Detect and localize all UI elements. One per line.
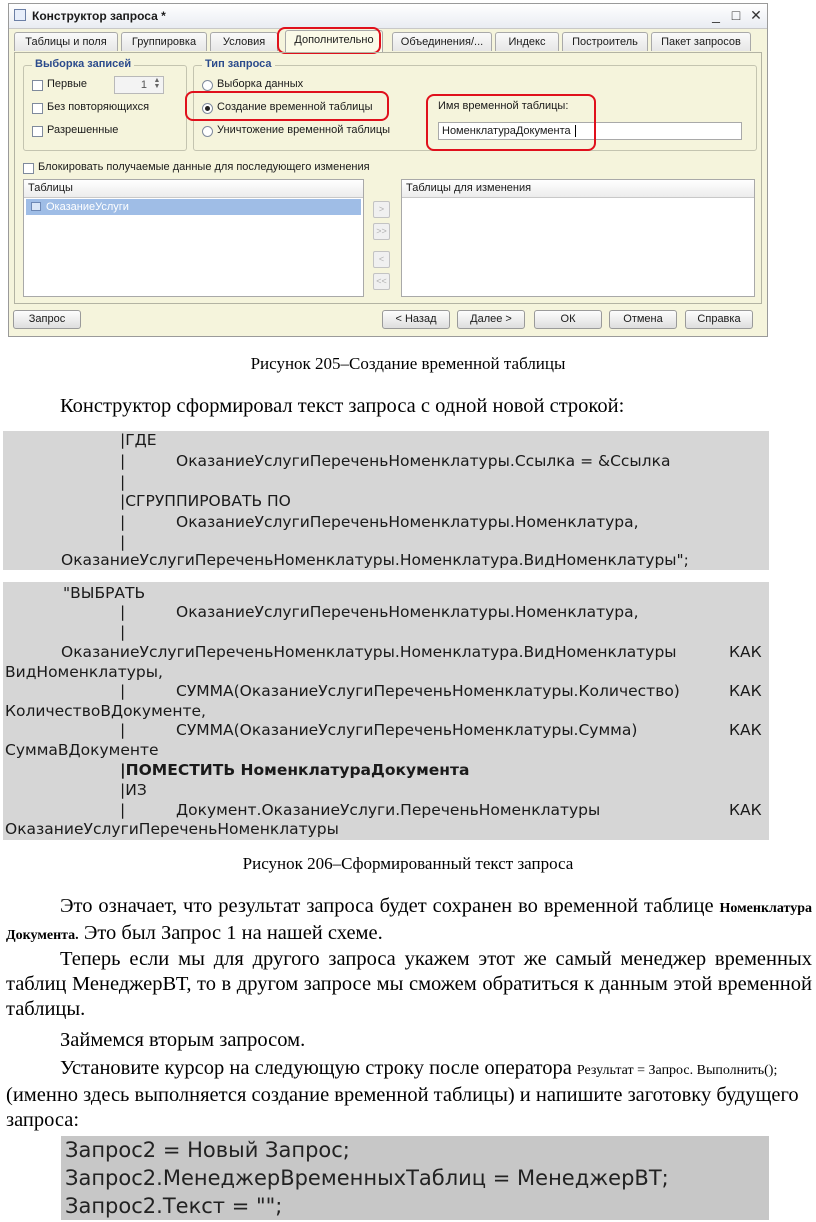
code-line: СУММА(ОказаниеУслугиПереченьНоменклатуры.Количество) (176, 682, 680, 700)
advanced-panel (14, 52, 762, 304)
temp-table-name-label: Имя временной таблицы: (438, 100, 569, 112)
query-button[interactable]: Запрос (13, 310, 81, 329)
tab-advanced[interactable]: Дополнительно (285, 30, 383, 52)
table-icon (31, 202, 41, 211)
code-line: Запрос2.Текст = ""; (65, 1194, 283, 1218)
title-bar (9, 4, 767, 29)
minimize-button[interactable]: _ (712, 7, 720, 23)
distinct-checkbox[interactable] (32, 103, 43, 114)
select-data-radio[interactable] (202, 80, 213, 91)
records-group (23, 58, 187, 151)
cancel-button[interactable]: Отмена (609, 310, 677, 329)
paragraph-3 (6, 1028, 812, 1053)
paragraph-4 (6, 1056, 812, 1133)
lock-data-label: Блокировать получаемые данные для последующего изменения (38, 161, 370, 173)
code-line: | (120, 473, 126, 491)
move-all-right-button[interactable]: >> (373, 223, 390, 240)
code-line: ОказаниеУслугиПереченьНоменклатуры.Номенклатура, (176, 603, 639, 621)
tables-list[interactable] (23, 179, 364, 297)
p4-text: Установите курсор на следующую строку после оператора (60, 1057, 577, 1079)
code-keyword: КАК (729, 643, 762, 661)
query-builder-window (8, 3, 768, 337)
code-line: | (120, 513, 126, 531)
paragraph-2 (6, 947, 812, 1022)
temp-table-name-value: НоменклатураДокумента (442, 125, 571, 137)
select-data-label: Выборка данных (217, 78, 304, 90)
code-line: ОказаниеУслугиПереченьНоменклатуры.Номенклатура, (176, 513, 639, 531)
tables-list-header: Таблицы (24, 180, 363, 198)
tab-bar (14, 32, 762, 52)
figure-205-caption: Рисунок 205–Создание временной таблицы (250, 354, 566, 373)
code-line: | (120, 452, 126, 470)
code-keyword: КАК (729, 682, 762, 700)
code-line: | (120, 721, 126, 739)
move-left-button[interactable]: < (373, 251, 390, 268)
code-line: ОказаниеУслугиПереченьНоменклатуры.Ссылка = &Ссылка (176, 452, 671, 470)
intro-paragraph (6, 394, 812, 419)
highlight-temp-name (426, 94, 596, 151)
first-label: Первые (47, 78, 88, 90)
code-line: |ГДЕ (120, 431, 157, 449)
distinct-label: Без повторяющихся (47, 101, 150, 113)
tab-grouping[interactable]: Группировка (121, 32, 207, 51)
code-line: ВидНоменклатуры, (5, 663, 163, 681)
maximize-button[interactable]: □ (731, 7, 741, 23)
move-right-button[interactable]: > (373, 201, 390, 218)
paragraph-1 (6, 894, 812, 948)
code-line: Запрос2 = Новый Запрос; (65, 1138, 350, 1162)
first-checkbox[interactable] (32, 80, 43, 91)
p3-text: Займемся вторым запросом. (60, 1029, 306, 1051)
code-keyword: КАК (729, 801, 762, 819)
p1-tail: Это был Запрос 1 на нашей схеме. (78, 922, 383, 944)
code-line: | (120, 623, 126, 641)
p4-tail: (именно здесь выполняется создание временной таблицы) и напишите заготовку будущего запроса: (6, 1084, 799, 1131)
figure-206-caption: Рисунок 206–Сформированный текст запроса (242, 854, 574, 873)
code-line: Запрос2.МенеджерВременныхТаблиц = МенеджерВТ; (65, 1166, 669, 1190)
tab-unions[interactable]: Объединения/... (392, 32, 492, 51)
spin-icon[interactable]: ▲ ▼ (153, 77, 161, 90)
allowed-checkbox[interactable] (32, 126, 43, 137)
tab-builder[interactable]: Построитель (562, 32, 648, 51)
app-icon (14, 9, 26, 21)
intro-text: Конструктор сформировал текст запроса с одной новой строкой: (60, 395, 625, 417)
code-line: СуммаВДокументе (5, 741, 159, 759)
query-type-title: Тип запроса (202, 58, 275, 70)
tab-query-batch[interactable]: Пакет запросов (651, 32, 751, 51)
code-line: КоличествоВДокументе, (5, 702, 206, 720)
tab-conditions[interactable]: Условия (210, 32, 278, 51)
p1-text: Это означает, что результат запроса будет сохранен во временной таблице (60, 895, 714, 917)
code-line: |ИЗ (120, 781, 147, 799)
lock-data-checkbox[interactable] (23, 163, 34, 174)
table-row-label: ОказаниеУслуги (46, 201, 129, 213)
tab-tables-fields[interactable]: Таблицы и поля (14, 32, 118, 51)
code-line: Документ.ОказаниеУслуги.ПереченьНоменклатуры (176, 801, 601, 819)
change-tables-list[interactable] (401, 179, 755, 297)
first-count-field[interactable] (114, 76, 164, 94)
create-temp-table-label: Создание временной таблицы (217, 101, 373, 113)
code-line: ОказаниеУслугиПереченьНоменклатуры (5, 820, 339, 838)
code-line: ОказаниеУслугиПереченьНоменклатуры.Номенклатура.ВидНоменклатуры"; (61, 551, 689, 569)
ok-button[interactable]: ОК (534, 310, 602, 329)
code-line: | (120, 533, 126, 551)
back-button[interactable]: < Назад (382, 310, 450, 329)
p1-table-name: Номенклатура Документа. (6, 901, 812, 943)
code-line: | (120, 801, 126, 819)
code-block-1 (3, 431, 769, 570)
records-group-title: Выборка записей (32, 58, 134, 70)
help-button[interactable]: Справка (685, 310, 753, 329)
code-line: "ВЫБРАТЬ (63, 584, 146, 602)
code-line: | (120, 682, 126, 700)
p2-text: Теперь если мы для другого запроса укажем этот же самый менеджер временных таблиц МенеджерВТ, то в другом запросе мы сможем обратиться к данным этой временной таблицы. (6, 948, 812, 1020)
drop-temp-table-label: Уничтожение временной таблицы (217, 124, 391, 136)
code-line: ОказаниеУслугиПереченьНоменклатуры.Номенклатура.ВидНоменклатуры (61, 643, 677, 661)
highlight-tab (277, 27, 381, 54)
next-button[interactable]: Далее > (457, 310, 525, 329)
code-keyword: КАК (729, 721, 762, 739)
first-count-value: 1 (140, 79, 147, 91)
tab-index[interactable]: Индекс (495, 32, 559, 51)
allowed-label: Разрешенные (47, 124, 119, 136)
move-all-left-button[interactable]: << (373, 273, 390, 290)
window-title: Конструктор запроса * (32, 9, 166, 23)
code-block-3 (61, 1136, 769, 1220)
p4-inline-code: Результат = Запрос. Выполнить(); (576, 1063, 778, 1078)
code-line: |СГРУППИРОВАТЬ ПО (120, 492, 291, 510)
change-tables-header: Таблицы для изменения (402, 180, 754, 198)
close-button[interactable]: ✕ (750, 7, 762, 23)
code-line-bold: |ПОМЕСТИТЬ НоменклатураДокумента (120, 761, 470, 779)
drop-temp-table-radio[interactable] (202, 126, 213, 137)
code-line: СУММА(ОказаниеУслугиПереченьНоменклатуры.Сумма) (176, 721, 638, 739)
code-line: | (120, 603, 126, 621)
highlight-create-temp (185, 91, 389, 121)
table-row[interactable] (26, 199, 361, 215)
code-block-2 (3, 582, 769, 840)
